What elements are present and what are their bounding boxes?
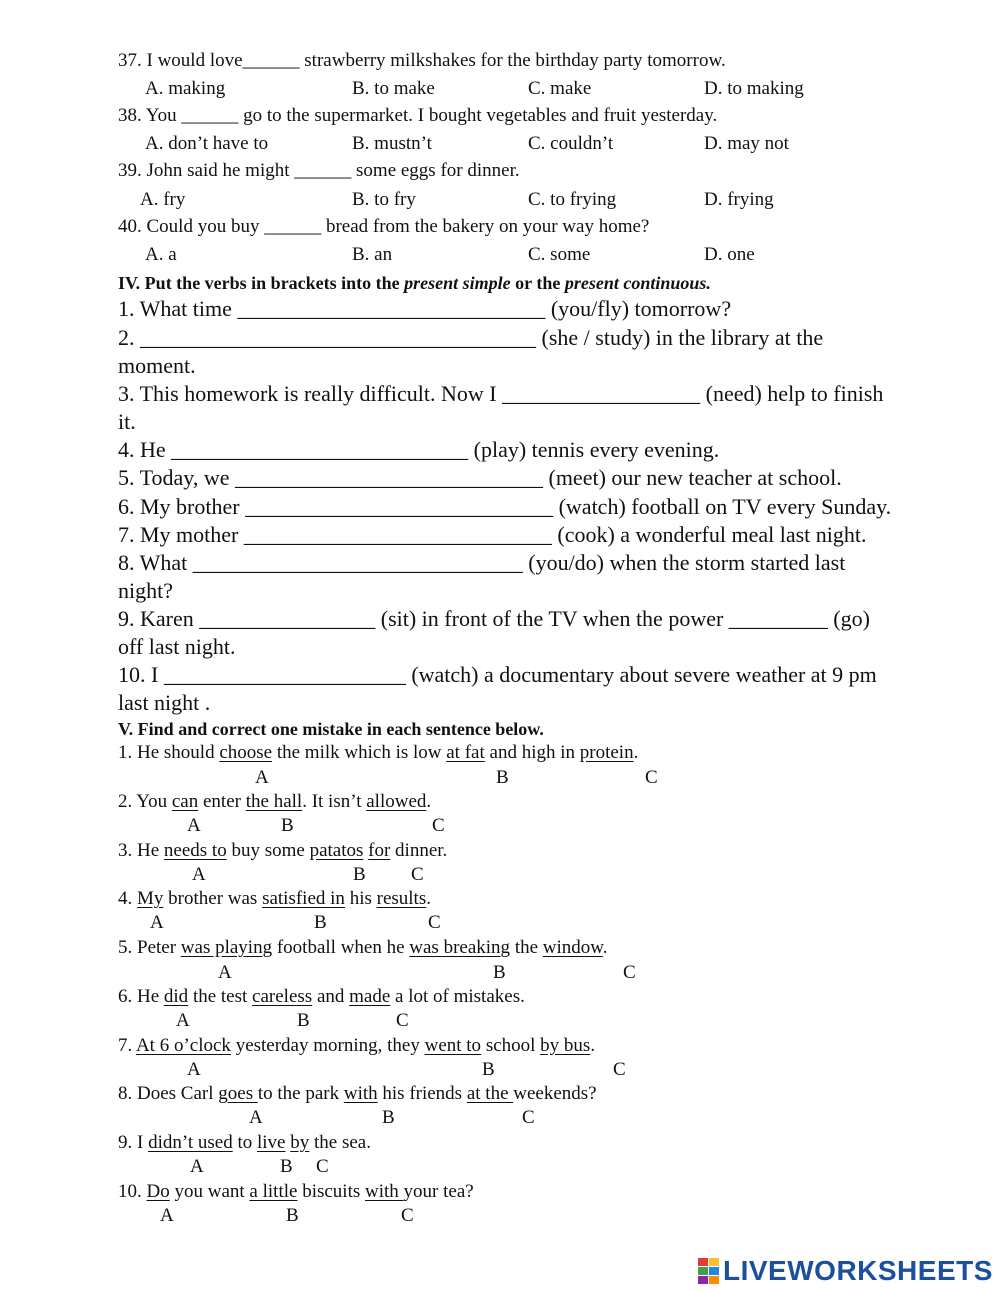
underlined-option[interactable]: a little	[249, 1181, 298, 1202]
option-letter: A	[255, 767, 269, 788]
sentence-text: 3. He	[118, 840, 164, 861]
option-38-b[interactable]: B. mustn’t	[352, 133, 432, 154]
mistake-sentence-8	[118, 1083, 597, 1105]
sentence-text: .	[426, 888, 431, 909]
underlined-option[interactable]: goes	[218, 1083, 258, 1104]
sentence-text: brother was	[163, 888, 263, 909]
sentence-text: 7.	[118, 1035, 136, 1056]
option-letter: B	[496, 767, 509, 788]
sentence-text: a lot of mistakes.	[390, 986, 525, 1007]
underlined-option[interactable]: with	[343, 1083, 378, 1104]
sentence-text: the test	[188, 986, 253, 1007]
underlined-option[interactable]: at fat	[446, 742, 485, 763]
option-letter: A	[187, 1059, 201, 1080]
question-39-stem: 39. John said he might ______ some eggs for dinner.	[118, 160, 520, 181]
section-4-line: 8. What ______________________________ (you/do) when the storm started last	[118, 550, 846, 575]
section-5-heading: V. Find and correct one mistake in each sentence below.	[118, 719, 544, 739]
sentence-text: 8. Does Carl	[118, 1083, 219, 1104]
sentence-text: weekends?	[513, 1083, 597, 1104]
option-38-c[interactable]: C. couldn’t	[528, 133, 614, 154]
underlined-option[interactable]: the hall	[245, 791, 303, 812]
option-letter: C	[396, 1010, 409, 1031]
sentence-text: . It isn’t	[302, 791, 367, 812]
sentence-text: his	[344, 888, 377, 909]
question-40-stem: 40. Could you buy ______ bread from the bakery on your way home?	[118, 216, 650, 237]
mistake-sentence-2	[118, 791, 431, 813]
underlined-option[interactable]: at the	[466, 1083, 514, 1104]
underlined-option[interactable]: allowed	[366, 791, 427, 812]
option-39-c[interactable]: C. to frying	[528, 189, 617, 210]
underlined-option[interactable]: by	[290, 1132, 310, 1153]
option-letter: C	[316, 1156, 329, 1177]
section-4-line: last night .	[118, 690, 211, 715]
mistake-sentence-4	[118, 888, 431, 910]
option-letter: B	[280, 1156, 293, 1177]
option-letter: C	[411, 864, 424, 885]
underlined-option[interactable]: protein	[579, 742, 634, 763]
underlined-option[interactable]: patatos	[309, 840, 364, 861]
mistake-sentence-9	[118, 1132, 371, 1154]
section-4-line: off last night.	[118, 634, 236, 659]
underlined-option[interactable]: needs to	[163, 840, 227, 861]
underlined-option[interactable]: can	[171, 791, 199, 812]
option-37-a[interactable]: A. making	[145, 78, 226, 99]
option-letter: C	[428, 912, 441, 933]
section-4-line: 4. He ___________________________ (play) tennis every evening.	[118, 437, 720, 462]
brand-name: LIVEWORKSHEETS	[723, 1255, 993, 1286]
section-4-line: 1. What time ____________________________ (you/fly) tomorrow?	[118, 296, 732, 321]
section-4-line: it.	[118, 409, 136, 434]
underlined-option[interactable]: was playing	[180, 937, 273, 958]
mistake-sentence-6	[118, 986, 525, 1008]
underlined-option[interactable]: results	[376, 888, 427, 909]
option-letter: A	[160, 1205, 174, 1226]
sentence-text: your tea?	[403, 1181, 474, 1202]
option-letter: B	[314, 912, 327, 933]
underlined-option[interactable]: by bus	[540, 1035, 591, 1056]
mistake-sentence-3	[118, 840, 447, 862]
option-letter: C	[522, 1107, 535, 1128]
sentence-text: 4.	[118, 888, 137, 909]
option-letter: A	[150, 912, 164, 933]
sentence-text: to the park	[257, 1083, 344, 1104]
sentence-text: .	[633, 742, 639, 763]
option-40-c[interactable]: C. some	[528, 244, 591, 265]
option-letter: A	[218, 962, 232, 983]
section-4-line: 2. ____________________________________ (she / study) in the library at the	[118, 325, 824, 350]
option-letter: C	[432, 815, 445, 836]
option-letter: A	[192, 864, 206, 885]
option-37-c[interactable]: C. make	[528, 78, 592, 99]
option-letter: B	[281, 815, 294, 836]
option-40-a[interactable]: A. a	[145, 244, 177, 265]
option-letter: A	[187, 815, 201, 836]
underlined-option[interactable]: careless	[252, 986, 313, 1007]
mistake-sentence-7	[118, 1035, 595, 1057]
option-letter: C	[645, 767, 658, 788]
sentence-text: and	[312, 986, 350, 1007]
underlined-option[interactable]: choose	[219, 742, 273, 763]
underlined-option[interactable]: window	[542, 937, 603, 958]
option-37-d[interactable]: D. to making	[704, 78, 804, 99]
option-letter: C	[401, 1205, 414, 1226]
option-letter: B	[493, 962, 506, 983]
mistake-sentence-5	[118, 937, 608, 959]
question-38-stem: 38. You ______ go to the supermarket. I bought vegetables and fruit yesterday.	[118, 105, 718, 126]
option-letter: B	[297, 1010, 310, 1031]
sentence-text: 5. Peter	[118, 937, 181, 958]
option-40-d[interactable]: D. one	[704, 244, 755, 265]
underlined-option[interactable]: for	[368, 840, 391, 861]
option-letter: C	[623, 962, 636, 983]
sentence-text: dinner.	[390, 840, 448, 861]
sentence-text: to	[232, 1132, 257, 1153]
underlined-option[interactable]: with	[365, 1181, 404, 1202]
sentence-text: biscuits	[297, 1181, 365, 1202]
option-40-b[interactable]: B. an	[352, 244, 393, 265]
option-39-b[interactable]: B. to fry	[352, 189, 416, 210]
section-4-line: 7. My mother ____________________________ (cook) a wonderful meal last night.	[118, 522, 867, 547]
option-letter: A	[249, 1107, 263, 1128]
mistake-sentence-10	[118, 1181, 474, 1203]
sentence-text: 6. He	[118, 986, 164, 1007]
sentence-text: you want	[169, 1181, 250, 1202]
underlined-option[interactable]: Do	[146, 1181, 170, 1202]
option-letter: C	[613, 1059, 626, 1080]
section-4-line: night?	[118, 578, 173, 603]
section-4-line: 10. I ______________________ (watch) a documentary about severe weather at 9 pm	[118, 662, 877, 687]
sentence-text: the sea.	[309, 1132, 371, 1153]
sentence-text: 1. He should	[118, 742, 220, 763]
option-letter: A	[176, 1010, 190, 1031]
section-4-line: 9. Karen ________________ (sit) in front of the TV when the power _________ (go)	[118, 606, 870, 631]
liveworksheets-logo-icon	[698, 1258, 719, 1284]
sentence-text: football when he	[272, 937, 410, 958]
sentence-text: yesterday morning, they	[230, 1035, 425, 1056]
underlined-option[interactable]: satisfied in	[262, 888, 345, 909]
section-4-line: 3. This homework is really difficult. Now I __________________ (need) help to finish	[118, 381, 884, 406]
option-letter: A	[190, 1156, 204, 1177]
option-letter: B	[382, 1107, 395, 1128]
question-37-stem: 37. I would love______ strawberry milkshakes for the birthday party tomorrow.	[118, 50, 726, 71]
section-4-line: 5. Today, we ____________________________ (meet) our new teacher at school.	[118, 465, 842, 490]
sentence-text: his friends	[377, 1083, 467, 1104]
mistake-sentence-1	[118, 742, 638, 764]
underlined-option[interactable]: At 6 o’clock	[135, 1035, 231, 1056]
option-letter: B	[353, 864, 366, 885]
option-38-a[interactable]: A. don’t have to	[145, 133, 269, 154]
option-37-b[interactable]: B. to make	[352, 78, 435, 99]
underlined-option[interactable]: made	[349, 986, 391, 1007]
option-letter: B	[482, 1059, 495, 1080]
option-39-d[interactable]: D. frying	[704, 189, 774, 210]
sentence-text: 10.	[118, 1181, 147, 1202]
sentence-text: the milk which is low	[272, 742, 447, 763]
sentence-text: .	[602, 937, 608, 958]
brand-logo	[698, 1254, 993, 1288]
underlined-option[interactable]: live	[256, 1132, 286, 1153]
sentence-text: 2. You	[118, 791, 172, 812]
sentence-text: .	[590, 1035, 596, 1056]
option-38-d[interactable]: D. may not	[704, 133, 789, 154]
option-39-a[interactable]: A. fry	[140, 189, 186, 210]
sentence-text: and high in	[484, 742, 580, 763]
section-4-line: 6. My brother ____________________________ (watch) football on TV every Sunday.	[118, 494, 892, 519]
sentence-text: buy some	[226, 840, 310, 861]
sentence-text: 9. I	[118, 1132, 149, 1153]
underlined-option[interactable]: went to	[424, 1035, 482, 1056]
section-4-line: moment.	[118, 353, 196, 378]
sentence-text: the	[510, 937, 543, 958]
option-letter: B	[286, 1205, 299, 1226]
underlined-option[interactable]: My	[137, 888, 164, 909]
underlined-option[interactable]: did	[163, 986, 189, 1007]
underlined-option[interactable]: didn’t used	[148, 1132, 233, 1153]
sentence-text: enter	[198, 791, 246, 812]
underlined-option[interactable]: was breaking	[409, 937, 511, 958]
sentence-text: school	[481, 1035, 541, 1056]
section-4-heading: IV. Put the verbs in brackets into the present simple or the present continuous.	[118, 273, 711, 293]
sentence-text: .	[426, 791, 432, 812]
